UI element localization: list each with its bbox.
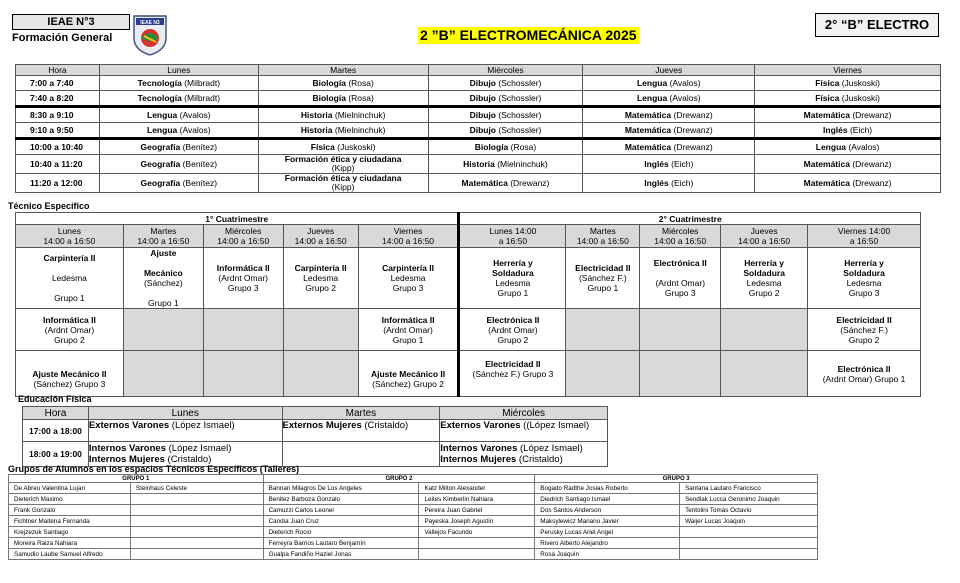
empty-cell <box>566 309 640 351</box>
class-cell: Dibujo (Schossler) <box>428 107 583 123</box>
time-slot: 17:00 a 18:00 <box>23 420 89 442</box>
taller-cell: Herrería y Soldadura Ledesma Grupo 2 <box>721 248 808 309</box>
empty-cell <box>282 442 440 467</box>
class-cell: Lengua (Avalos) <box>583 91 755 107</box>
day-header: Jueves 14:00 a 16:50 <box>283 225 358 248</box>
student-cell: Samudio Laube Samuel Alfredo <box>9 549 131 560</box>
student-cell: Waijer Lucas Joaquin <box>680 516 818 527</box>
cuatrimestre-1-label: 1° Cuatrimestre <box>16 213 459 225</box>
class-cell: Matemática (Drewanz) <box>755 174 941 193</box>
schedule-header-row <box>16 65 941 76</box>
class-cell: Lengua (Avalos) <box>99 107 258 123</box>
time-slot: 18:00 a 19:00 <box>23 442 89 467</box>
class-cell: Formación ética y ciudadana (Kipp) <box>258 155 428 174</box>
class-cell: Dibujo (Schossler) <box>428 91 583 107</box>
class-cell: Física (Juskoski) <box>755 76 941 91</box>
cuatrimestre-row <box>16 213 921 225</box>
empty-cell <box>640 351 721 397</box>
edfisica-row <box>23 420 608 442</box>
class-cell: Tecnología (Milbradt) <box>99 76 258 91</box>
empty-cell <box>123 309 203 351</box>
cuatrimestre-2-label: 2° Cuatrimestre <box>459 213 921 225</box>
class-cell: Matemática (Drewanz) <box>755 107 941 123</box>
student-cell: Perusky Lucas Ariel Angel <box>535 527 680 538</box>
student-cell <box>130 505 263 516</box>
schedule-row <box>16 155 941 174</box>
general-schedule-table <box>15 64 941 193</box>
edfisica-row <box>23 442 608 467</box>
empty-cell <box>203 309 283 351</box>
student-cell <box>419 549 535 560</box>
taller-cell: Electricidad II (Sánchez F.) Grupo 1 <box>566 248 640 309</box>
student-cell: De Abreu Valentina Lujan <box>9 483 131 494</box>
day-header: Viernes 14:00 a 16:50 <box>808 225 921 248</box>
edfisica-header-row <box>23 407 608 420</box>
col-header-martes: Martes <box>258 65 428 76</box>
table-row <box>9 549 818 560</box>
edfisica-table <box>22 406 608 467</box>
col-header-lunes: Lunes <box>88 407 282 420</box>
day-header: Martes 14:00 a 16:50 <box>566 225 640 248</box>
schedule-row <box>16 123 941 139</box>
taller-cell: Informática II (Ardnt Omar) Grupo 1 <box>358 309 459 351</box>
student-cell: Steinhaus Celeste <box>130 483 263 494</box>
taller-cell: Ajuste Mecánico II (Sánchez) Grupo 2 <box>358 351 459 397</box>
taller-cell: Electrónica II (Ardnt Omar) Grupo 3 <box>640 248 721 309</box>
grupos-header-row <box>9 475 818 483</box>
taller-cell: Carpintería II Ledesma Grupo 3 <box>358 248 459 309</box>
schedule-row <box>16 107 941 123</box>
col-header-miercoles: Miércoles <box>428 65 583 76</box>
table-row <box>9 505 818 516</box>
student-cell: Fichtner Maitena Fernanda <box>9 516 131 527</box>
student-cell: Bogado Radthe Josias Roberto <box>535 483 680 494</box>
student-cell: Gualpa Fandiño Haziel Jonas <box>263 549 419 560</box>
course-badge: 2° “B” ELECTRO <box>815 13 939 37</box>
class-cell: Externos Mujeres (Cristaldo) <box>282 420 440 442</box>
taller-cell: Carpintería II Ledesma Grupo 2 <box>283 248 358 309</box>
student-cell <box>680 538 818 549</box>
taller-cell: Electrónica II (Ardnt Omar) Grupo 2 <box>459 309 566 351</box>
student-cell: Frank Gonzalo <box>9 505 131 516</box>
empty-cell <box>566 351 640 397</box>
class-cell: Tecnología (Milbradt) <box>99 91 258 107</box>
class-cell: Biología (Rosa) <box>428 139 583 155</box>
col-header-martes: Martes <box>282 407 440 420</box>
student-cell: Dos Santos Anderson <box>535 505 680 516</box>
student-cell: Ferreyra Barrios Lautaro Benjamín <box>263 538 419 549</box>
student-cell <box>130 494 263 505</box>
class-cell: Formación ética y ciudadana (Kipp) <box>258 174 428 193</box>
class-cell: Geografía (Benítez) <box>99 139 258 155</box>
taller-cell: Herrería y Soldadura Ledesma Grupo 1 <box>459 248 566 309</box>
tecnico-row <box>16 248 921 309</box>
student-cell: Santana Lautaro Francisco <box>680 483 818 494</box>
student-cell: Leites Kimberlin Nahiara <box>419 494 535 505</box>
class-cell: Matemática (Drewanz) <box>583 123 755 139</box>
school-logo <box>132 14 168 56</box>
grupo-3-header: GRUPO 3 <box>535 475 818 483</box>
schedule-row <box>16 76 941 91</box>
schedule-row <box>16 91 941 107</box>
time-slot: 11:20 a 12:00 <box>16 174 100 193</box>
student-cell: Moreira Raiza Nahiara <box>9 538 131 549</box>
student-cell: Maksylewicz Mariano Javier <box>535 516 680 527</box>
taller-cell: Ajuste Mecánico (Sánchez) Grupo 1 <box>123 248 203 309</box>
taller-cell: Informática II (Ardnt Omar) Grupo 2 <box>16 309 124 351</box>
taller-cell: Herrería y Soldadura Ledesma Grupo 3 <box>808 248 921 309</box>
student-cell: Rivero Alberto Alejandro <box>535 538 680 549</box>
table-row <box>9 527 818 538</box>
student-cell <box>419 538 535 549</box>
class-cell: Física (Juskoski) <box>258 139 428 155</box>
class-cell: Inglés (Eich) <box>583 174 755 193</box>
student-cell <box>130 527 263 538</box>
time-slot: 9:10 a 9:50 <box>16 123 100 139</box>
class-cell: Dibujo (Schossler) <box>428 123 583 139</box>
class-cell: Biología (Rosa) <box>258 76 428 91</box>
student-cell: Katz Milton Alexander <box>419 483 535 494</box>
tecnico-row <box>16 309 921 351</box>
table-row <box>9 483 818 494</box>
student-cell: Krejzezuk Santiago <box>9 527 131 538</box>
empty-cell <box>123 351 203 397</box>
class-cell: Lengua (Avalos) <box>99 123 258 139</box>
col-header-viernes: Viernes <box>755 65 941 76</box>
schedule-row <box>16 139 941 155</box>
student-cell: Payeska Joseph Agustín <box>419 516 535 527</box>
time-slot: 10:40 a 11:20 <box>16 155 100 174</box>
student-cell <box>680 549 818 560</box>
student-cell: Camuzzi Carlos Leonel <box>263 505 419 516</box>
logo-text: IEAE N3 <box>140 20 160 26</box>
class-cell: Inglés (Eich) <box>583 155 755 174</box>
taller-cell: Informática II (Ardnt Omar) Grupo 3 <box>203 248 283 309</box>
student-cell: Dieterich Maximo <box>9 494 131 505</box>
class-cell: Historia (Mielninchuk) <box>428 155 583 174</box>
table-row <box>9 538 818 549</box>
taller-cell: Carpintería II Ledesma Grupo 1 <box>16 248 124 309</box>
class-cell: Biología (Rosa) <box>258 91 428 107</box>
class-cell: Geografía (Benítez) <box>99 174 258 193</box>
time-slot: 7:00 a 7:40 <box>16 76 100 91</box>
class-cell: Geografía (Benítez) <box>99 155 258 174</box>
grupo-2-header: GRUPO 2 <box>263 475 535 483</box>
student-cell: Dieterich Rocio <box>263 527 419 538</box>
class-cell: Matemática (Drewanz) <box>583 139 755 155</box>
edfisica-section-title: Educación Física <box>18 394 92 404</box>
tecnico-days-row <box>16 225 921 248</box>
day-header: Lunes 14:00 a 16:50 <box>16 225 124 248</box>
student-cell: Tentolini Tomás Octavio <box>680 505 818 516</box>
col-header-hora: Hora <box>23 407 89 420</box>
grupo-1-header: GRUPO 1 <box>9 475 264 483</box>
time-slot: 10:00 a 10:40 <box>16 139 100 155</box>
class-cell: Internos Varones (López Ismael) Internos Mujeres (Cristaldo) <box>440 442 608 467</box>
tecnico-section-title: Técnico Específico <box>8 201 90 211</box>
grupos-section-title: Grupos de Alumnos en los espacios Técnicos Específicos (Talleres) <box>8 464 300 474</box>
student-cell: Bannan Milagros De Los Angeles <box>263 483 419 494</box>
class-cell: Internos Varones (López Ismael) Internos Mujeres (Cristaldo) <box>88 442 282 467</box>
schedule-row <box>16 174 941 193</box>
student-cell <box>680 527 818 538</box>
taller-cell: Electricidad II (Sánchez F.) Grupo 2 <box>808 309 921 351</box>
tecnico-schedule-table <box>15 212 921 397</box>
time-slot: 8:30 a 9:10 <box>16 107 100 123</box>
class-cell: Externos Varones (López Ismael) <box>88 420 282 442</box>
student-cell: Candia Juan Cruz <box>263 516 419 527</box>
class-cell: Matemática (Drewanz) <box>755 155 941 174</box>
class-cell: Historia (Mielninchuk) <box>258 107 428 123</box>
empty-cell <box>640 309 721 351</box>
student-cell: Vallejos Facundo <box>419 527 535 538</box>
student-cell <box>130 516 263 527</box>
class-cell: Inglés (Eich) <box>755 123 941 139</box>
student-cell: Diedrich Santiago Ismael <box>535 494 680 505</box>
time-slot: 7:40 a 8:20 <box>16 91 100 107</box>
student-cell: Rosa Joaquín <box>535 549 680 560</box>
taller-cell: Electricidad II (Sánchez F.) Grupo 3 <box>459 351 566 397</box>
empty-cell <box>203 351 283 397</box>
class-cell: Dibujo (Schossler) <box>428 76 583 91</box>
day-header: Miércoles 14:00 a 16:50 <box>203 225 283 248</box>
class-cell: Lengua (Avalos) <box>755 139 941 155</box>
empty-cell <box>283 309 358 351</box>
taller-cell: Electrónica II (Ardnt Omar) Grupo 1 <box>808 351 921 397</box>
col-header-miercoles: Miércoles <box>440 407 608 420</box>
class-cell: Física (Juskoski) <box>755 91 941 107</box>
class-cell: Lengua (Avalos) <box>583 76 755 91</box>
empty-cell <box>721 351 808 397</box>
student-cell <box>130 549 263 560</box>
table-row <box>9 516 818 527</box>
table-row <box>9 494 818 505</box>
class-cell: Externos Varones ((López Ismael) <box>440 420 608 442</box>
day-header: Viernes 14:00 a 16:50 <box>358 225 459 248</box>
student-cell: Pereira Juan Gabriel <box>419 505 535 516</box>
tecnico-row <box>16 351 921 397</box>
page-title: 2 ”B” ELECTROMECÁNICA 2025 <box>420 27 637 43</box>
student-cell: Benitez Barboza Gonzalo <box>263 494 419 505</box>
formacion-general-label: Formación General <box>12 32 113 44</box>
grupos-table <box>8 474 818 560</box>
day-header: Jueves 14:00 a 16:50 <box>721 225 808 248</box>
col-header-hora: Hora <box>16 65 100 76</box>
day-header: Martes 14:00 a 16:50 <box>123 225 203 248</box>
day-header: Miércoles 14:00 a 16:50 <box>640 225 721 248</box>
school-name: IEAE N°3 <box>12 14 130 30</box>
empty-cell <box>721 309 808 351</box>
taller-cell: Ajuste Mecánico II (Sánchez) Grupo 3 <box>16 351 124 397</box>
col-header-lunes: Lunes <box>99 65 258 76</box>
student-cell <box>130 538 263 549</box>
empty-cell <box>283 351 358 397</box>
student-cell: Sendlak Lucca Geronimo Joaquin <box>680 494 818 505</box>
col-header-jueves: Jueves <box>583 65 755 76</box>
class-cell: Matemática (Drewanz) <box>428 174 583 193</box>
day-header: Lunes 14:00 a 16:50 <box>459 225 566 248</box>
class-cell: Historia (Mielninchuk) <box>258 123 428 139</box>
class-cell: Matemática (Drewanz) <box>583 107 755 123</box>
